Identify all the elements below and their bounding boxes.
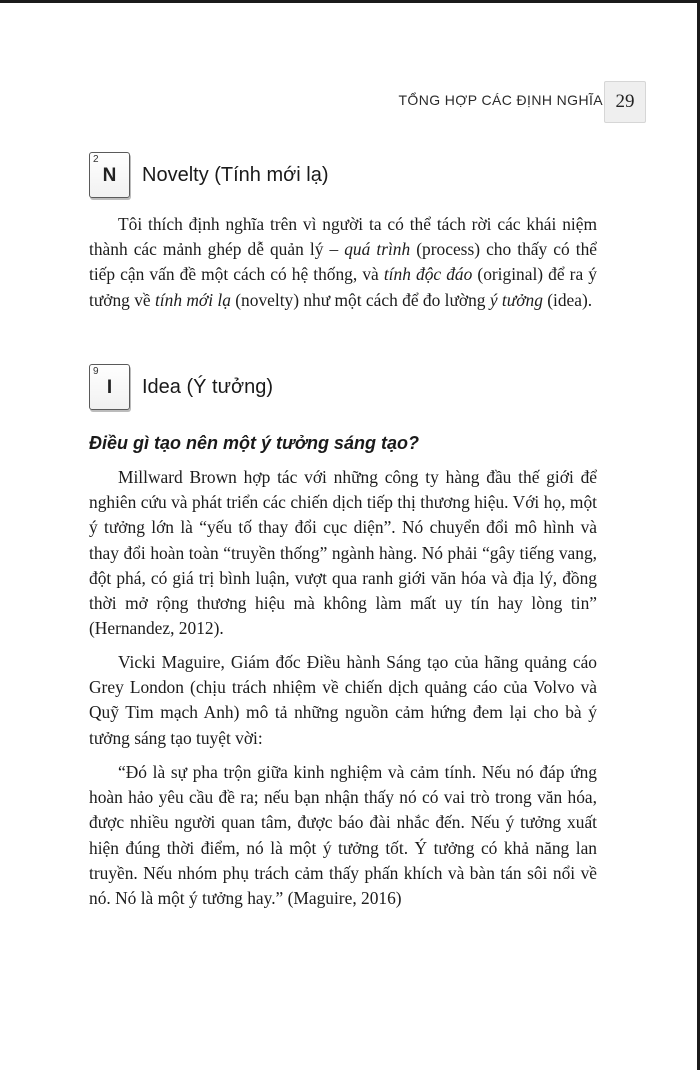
entry-heading-idea [89,364,273,410]
tile-letter: N [102,165,117,186]
entry-heading-novelty [89,152,328,198]
body-paragraph-2: Millward Brown hợp tác với những công ty hàng đầu thế giới để nghiên cứu và phát triển các chiến dịch tiếp thị thương hiệu. Với họ, một ý tưởng lớn là “yếu tố thay đổi cục diện”. Nó chuyển đổi mô hình và thay đổi hoàn toàn “truyền thống” ngành hàng. Nó phải “gây tiếng vang, đột phá, có giá trị bình luận, vượt qua ranh giới văn hóa và địa lý, đồng thời mở rộng thương hiệu mà không làm mất uy tín hay lòng tin” (Hernandez, 2012). [89,467,597,639]
para1-italic-tinh-doc-dao: tính độc đáo [383,264,473,285]
body-paragraph-1 [89,212,597,313]
letter-tile-i [89,364,130,410]
tile-score-number: 2 [93,154,99,165]
page-top-border [0,0,700,3]
entry-title-novelty: Novelty (Tính mới lạ) [142,163,329,186]
page-number: 29 [615,91,635,112]
page-number-box [604,81,646,123]
para1-text-5: (idea). [542,289,593,310]
para1-italic-tinh-moi-la: tính mới lạ [154,289,231,310]
para1-text-2: (process) cho thấy có thể tiếp cận vấn đề một cách có hệ thống, và [89,239,597,285]
running-header-title: TỔNG HỢP CÁC ĐỊNH NGHĨA [398,92,603,108]
para1-text-1: Tôi thích định nghĩa trên vì người ta có thể tách rời các khái niệm thành các mảnh ghép dễ quản lý – [89,214,597,260]
quote-paragraph: “Đó là sự pha trộn giữa kinh nghiệm và cảm tính. Nếu nó đáp ứng hoàn hảo yêu cầu đề ra; nếu bạn nhận thấy nó có vai trò trong văn hóa, được nhiều người quan tâm, được báo đài nhắc đến. Nếu ý tưởng xuất hiện đúng thời điểm, nó là một ý tưởng tốt. Ý tưởng có khả năng lan truyền. Nếu nhóm phụ trách cảm thấy phấn khích và bàn tán sôi nổi về nó. Nó là một ý tưởng hay.” (Maguire, 2016) [89,762,597,909]
para1-italic-y-tuong: ý tưởng [489,289,543,310]
body-paragraph-3: Vicki Maguire, Giám đốc Điều hành Sáng tạo của hãng quảng cáo Grey London (chịu trách nhiệm về chiến dịch quảng cáo của Volvo và Quỹ Tim mạch Anh) mô tả những nguồn cảm hứng đem lại cho bà ý tưởng sáng tạo tuyệt vời: [89,652,597,748]
letter-tile-n [89,152,130,198]
entry-title-idea: Idea (Ý tưởng) [142,375,274,398]
para1-text-3: (original) để ra ý tưởng về [89,264,597,310]
para1-text-4: (novelty) như một cách để đo lường [230,289,490,310]
tile-score-number: 9 [93,366,99,377]
section-subheading: Điều gì tạo nên một ý tưởng sáng tạo? [89,433,419,453]
para1-italic-qua-trinh: quá trình [344,239,411,260]
tile-letter: I [106,377,113,398]
